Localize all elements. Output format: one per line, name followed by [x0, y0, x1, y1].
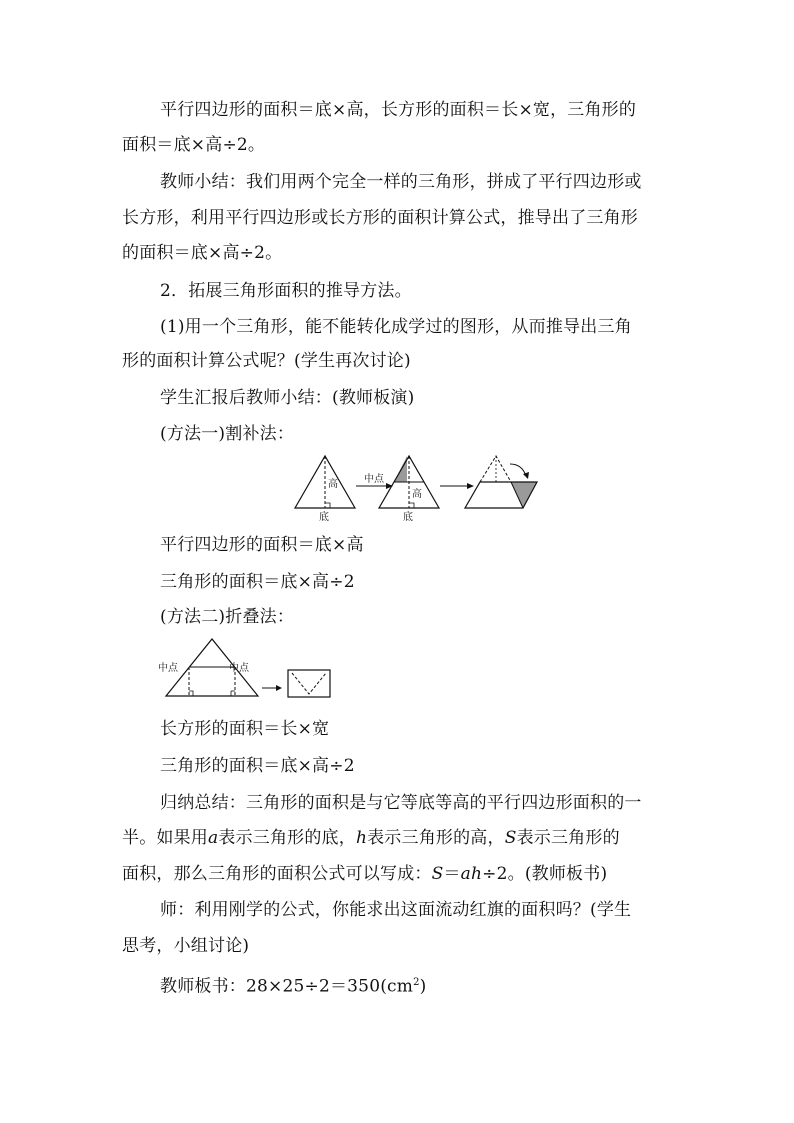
method-one-title: (方法一)割补法： [160, 424, 295, 444]
midpoint-label-left: 中点 [158, 663, 178, 674]
text-line-5: 的面积＝底×高÷2。 [122, 243, 283, 263]
text-line-8: 形的面积计算公式呢？(学生再次讨论) [122, 351, 411, 371]
cut-fill-figure [290, 452, 545, 528]
folding-figure [154, 636, 336, 704]
section-heading: 2．拓展三角形面积的推导方法。 [160, 281, 412, 301]
base-label-1: 底 [319, 512, 329, 523]
text-line-summary-1: 归纳总结：三角形的面积是与它等底等高的平行四边形面积的一 [160, 793, 642, 813]
text-line-7: (1)用一个三角形，能不能转化成学过的图形，从而推导出三角 [160, 317, 632, 337]
height-label-1: 高 [328, 479, 338, 490]
text-line-9: 学生汇报后教师小结：(教师板演) [160, 388, 415, 408]
text-line-parallelogram: 平行四边形的面积＝底×高 [160, 535, 364, 555]
text-line-teacher-question: 师：利用刚学的公式，你能求出这面流动红旗的面积吗？(学生 [160, 900, 632, 920]
midpoint-label-right: 中点 [229, 663, 249, 674]
height-label-2: 高 [412, 489, 422, 500]
var-s: S [504, 828, 517, 848]
text-line-summary-3: 面积，那么三角形的面积公式可以写成：S＝ah÷2。(教师板书) [122, 864, 608, 884]
var-s-formula: S [431, 864, 444, 884]
var-h: h [355, 828, 368, 848]
midpoint-label-1: 中点 [364, 474, 384, 485]
text-line-triangle-2: 三角形的面积＝底×高÷2 [160, 756, 355, 776]
base-label-2: 底 [403, 512, 413, 523]
method-two-title: (方法二)折叠法： [160, 607, 295, 627]
text-line-2: 面积＝底×高÷2。 [122, 135, 266, 155]
var-ah: ah [460, 864, 483, 884]
text-line-1: 平行四边形的面积＝底×高，长方形的面积＝长×宽，三角形的 [160, 100, 637, 120]
superscript-2: 2 [413, 977, 420, 988]
text-line-rectangle: 长方形的面积＝长×宽 [160, 719, 330, 739]
text-line-4: 长方形，利用平行四边形或长方形的面积计算公式，推导出了三角形 [122, 208, 638, 228]
text-line-summary-2: 半。如果用a表示三角形的底，h表示三角形的高，S表示三角形的 [122, 828, 620, 848]
var-a: a [208, 828, 219, 848]
text-line-triangle-1: 三角形的面积＝底×高÷2 [160, 572, 355, 592]
text-line-discussion: 思考，小组讨论) [122, 936, 250, 956]
text-line-board-calc: 教师板书：$28\times 25\div 2=350(cm^2)$ [160, 976, 427, 997]
text-line-3: 教师小结：我们用两个完全一样的三角形，拼成了平行四边形或 [160, 172, 642, 192]
